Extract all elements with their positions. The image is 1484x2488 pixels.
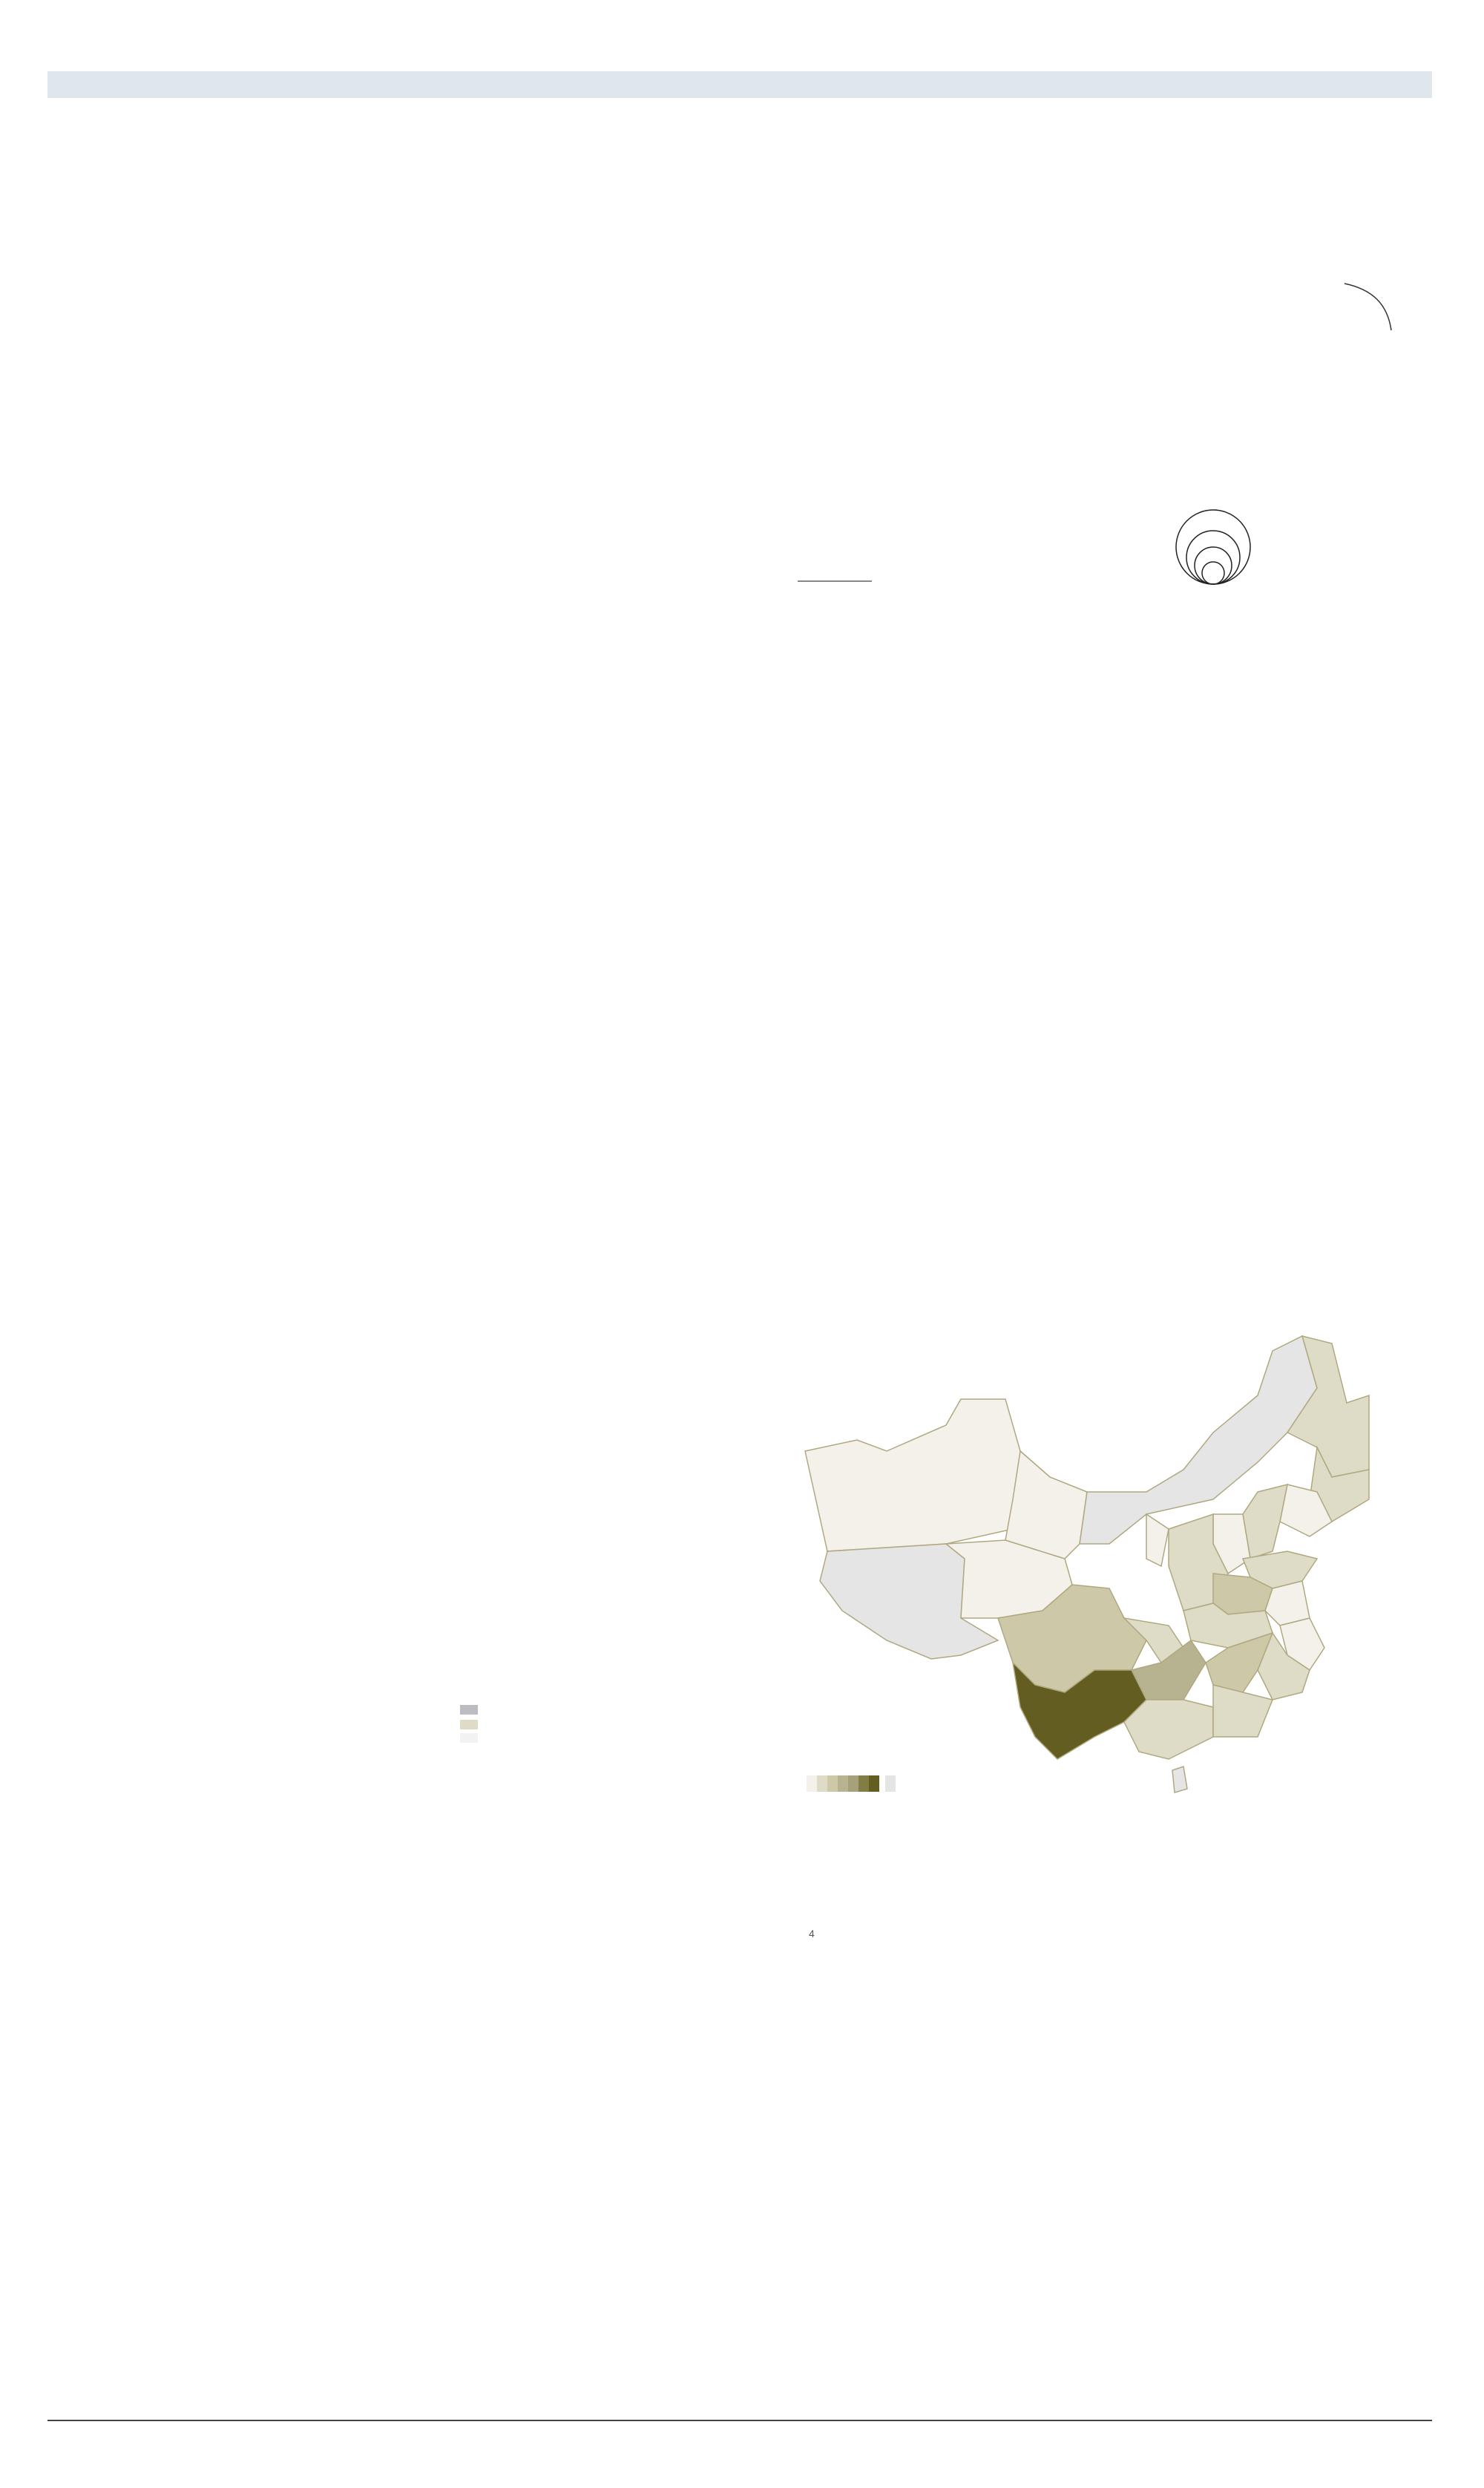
production-line-chart (805, 1937, 1028, 2153)
footer-rule (47, 2420, 1432, 2421)
acreage-color-scale (807, 1775, 896, 1792)
kiribati-leader-line (798, 580, 872, 582)
legend-subnational (460, 1717, 705, 1729)
legend-none (460, 1729, 705, 1745)
prevalence-size-legend (1158, 484, 1269, 588)
norway-leader-line (1343, 275, 1402, 334)
production-chart-unit: 4 (809, 1928, 815, 1939)
legend-national (460, 1701, 705, 1717)
china-province-map (798, 1321, 1406, 1826)
legislation-legend (460, 1701, 705, 1745)
tax-revenue-bar-chart (1068, 1922, 1417, 2167)
